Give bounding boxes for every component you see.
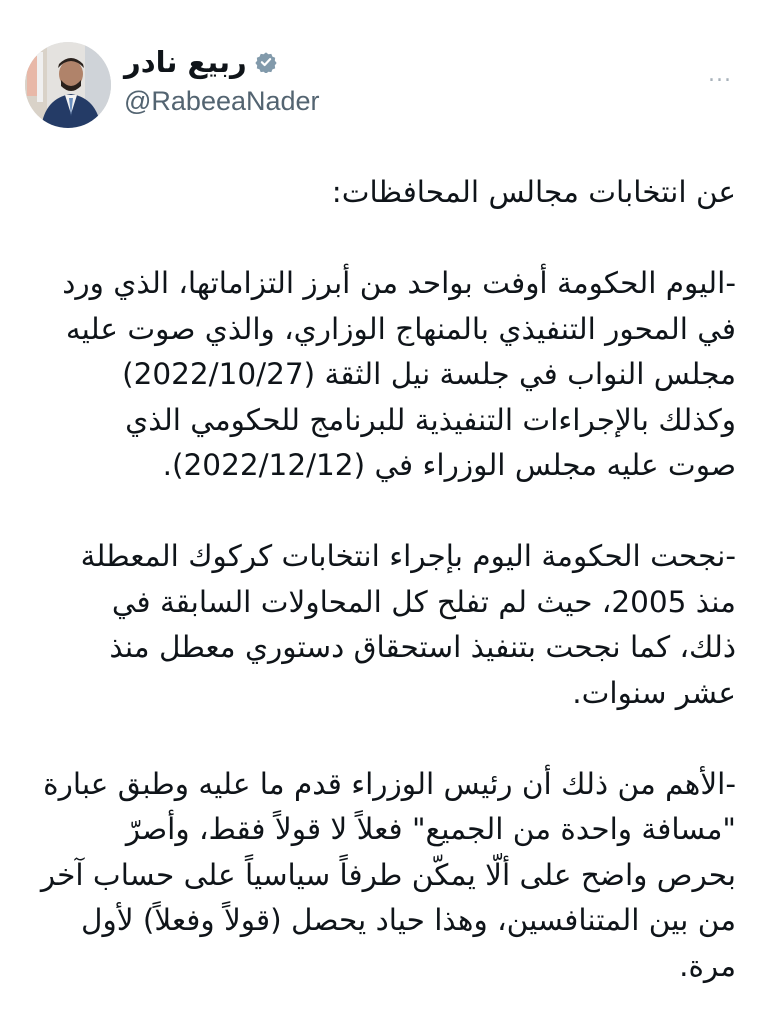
avatar[interactable]: [25, 42, 111, 128]
text-line: في المحور التنفيذي بالمنهاج الوزاري، والذي صوت عليه: [65, 311, 736, 346]
tweet-heading: عن انتخابات مجالس المحافظات:: [331, 175, 736, 209]
paragraph-2: [30, 534, 736, 716]
text-line: ذلك، كما نجحت بتنفيذ استحقاق دستوري معطل منذ: [109, 630, 736, 664]
text-line: صوت عليه مجلس الوزراء في (2022/12/12).: [162, 448, 736, 482]
tweet-header: [0, 36, 766, 136]
paragraph-gap: [30, 716, 736, 762]
text-line: وكذلك بالإجراءات التنفيذية للبرنامج للحكومي الذي: [125, 402, 736, 437]
text-line: منذ 2005، حيث لم تفلح كل المحاولات السابقة في: [111, 584, 736, 619]
paragraph-gap: [30, 489, 736, 535]
text-line: مرة.: [679, 948, 736, 983]
author-display-name[interactable]: ربيع نادر: [124, 45, 247, 79]
text-line: بحرص واضح على ألّا يمكّن طرفاً سياسياً على حساب آخر: [40, 857, 736, 892]
text-line: من بين المتنافسين، وهذا حياد يحصل (قولاً وفعلاً) لأول: [81, 903, 736, 937]
paragraph-1: [30, 261, 736, 489]
verified-badge-icon: [255, 51, 277, 73]
text-line: -اليوم الحكومة أوفت بواحد من أبرز التزاماتها، الذي ورد: [62, 266, 736, 300]
author-names: [124, 42, 424, 117]
paragraph-3: [30, 762, 736, 990]
tweet-text: [30, 170, 736, 989]
text-line: -الأهم من ذلك أن رئيس الوزراء قدم ما عليه وطبق عبارة: [43, 766, 736, 801]
paragraph-gap: [30, 216, 736, 262]
profile-photo: [25, 42, 111, 128]
text-line: "مسافة واحدة من الجميع" فعلاً لا قولاً فقط، وأصرّ: [125, 812, 736, 846]
more-options-icon[interactable]: ...: [708, 62, 732, 87]
display-name-row: [124, 42, 424, 82]
author-handle[interactable]: @RabeeaNader: [124, 86, 320, 116]
text-line: مجلس النواب في جلسة نيل الثقة (2022/10/27): [122, 357, 736, 391]
text-line: عشر سنوات.: [572, 675, 736, 710]
text-line: -نجحت الحكومة اليوم بإجراء انتخابات كركوك المعطلة: [80, 539, 736, 573]
